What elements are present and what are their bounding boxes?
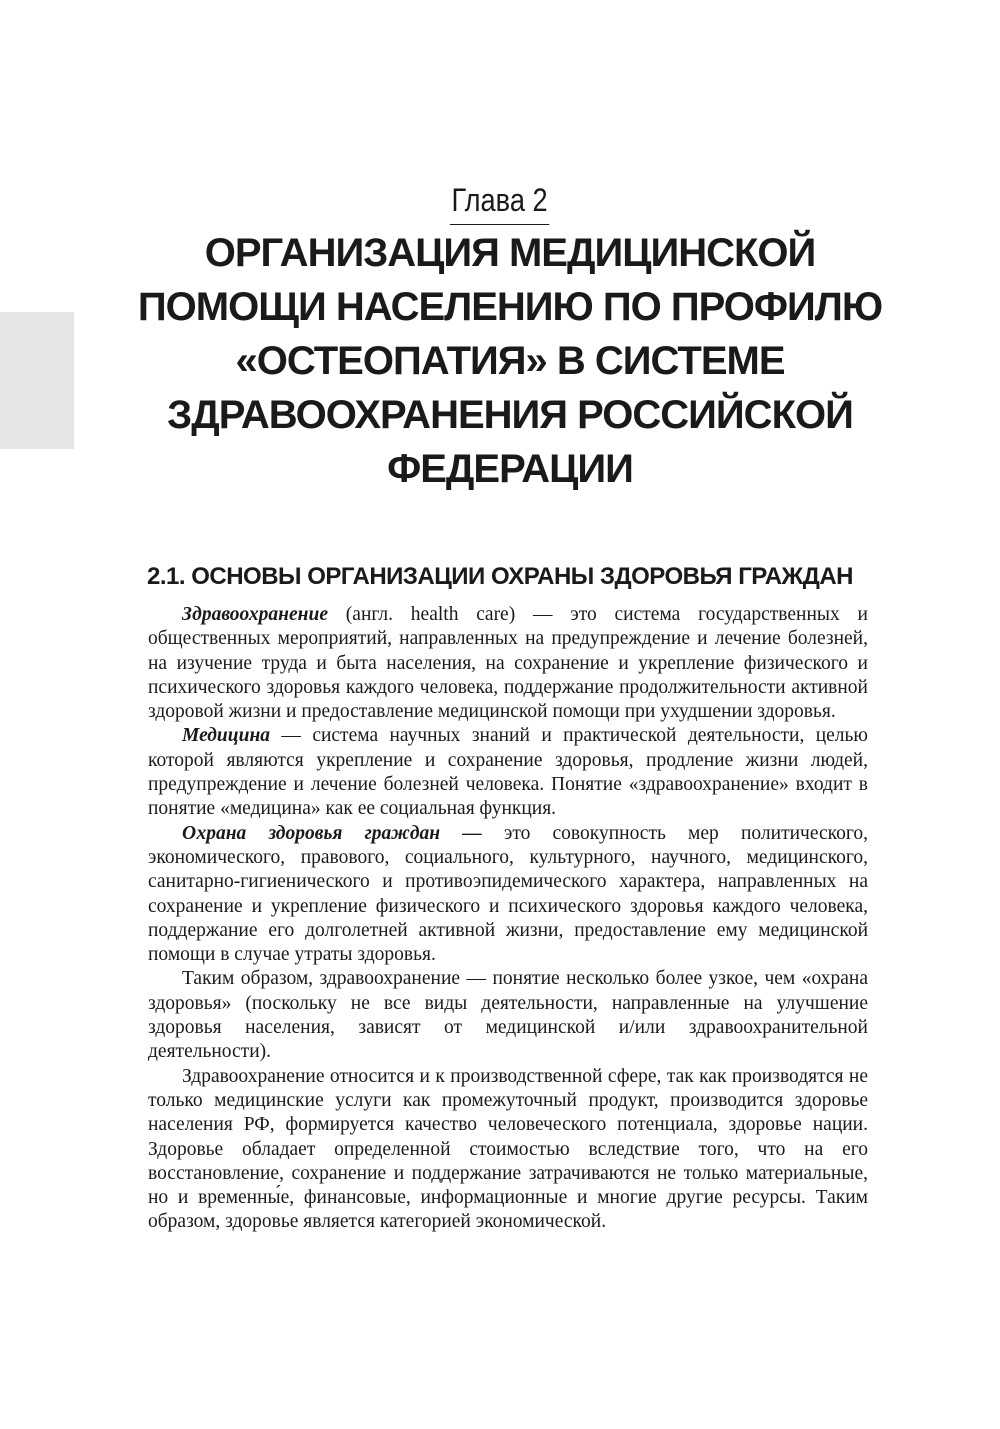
- paragraph-healthcare: [148, 603, 868, 724]
- paragraph-medicine: [148, 724, 868, 821]
- paragraph-text: Таким образом, здравоохранение — понятие несколько более узкое, чем «охрана здоровья» (поскольку не все виды деятельности, направленные на улучшение здоровья населения, зависят от медицинской и/или здравоохранительной деятельности).: [148, 968, 868, 1063]
- paragraph-text: Здравоохранение относится и к производственной сфере, так как производятся не только медицинские услуги как промежуточный продукт, производится здоровье населения РФ, формируется качество человеческого потенциала, здоровье нации. Здоровье обладает определенной стоимостью вследствие того, что на его восстановление, сохранение и поддержание затрачиваются не только материальные, но и временны́е, финансовые, информационные и многие другие ресурсы. Таким образом, здоровье является категорией экономической.: [148, 1065, 868, 1233]
- paragraph-conclusion: [148, 967, 868, 1064]
- paragraph-text: (англ. health care) — это система государственных и общественных мероприятий, направленных на предупреждение и лечение болезней, на изучение труда и быта населения, на сохранение и укрепление физического и психического здоровья каждого человека, поддержание продолжительности активной здоровой жизни и предоставление медицинской помощи при ухудшении здоровья.: [148, 604, 868, 723]
- chapter-title: ОРГАНИЗАЦИЯ МЕДИЦИНСКОЙ ПОМОЩИ НАСЕЛЕНИЮ ПО ПРОФИЛЮ «ОСТЕОПАТИЯ» В СИСТЕМЕ ЗДРАВООХРАНЕНИЯ РОССИЙСКОЙ ФЕДЕРАЦИИ: [137, 231, 883, 491]
- term-healthcare: Здравоохранение: [182, 604, 328, 625]
- term-health-protection: Охрана здоровья граждан —: [182, 822, 482, 844]
- side-thumb-tab: [0, 312, 74, 449]
- body-text: [148, 603, 868, 1235]
- chapter-label: [0, 180, 1000, 225]
- paragraph-text: — система научных знаний и практической деятельности, целью которой являются укрепление и сохранение здоровья, продление жизни людей, предупреждение и лечение болезней человека. Понятие «здравоохранение» входит в понятие «медицина» как ее социальная функция.: [148, 725, 868, 820]
- paragraph-production-sphere: [148, 1065, 868, 1235]
- term-medicine: Медицина: [182, 725, 271, 747]
- paragraph-health-protection: [148, 822, 868, 968]
- chapter-label-text: Глава 2: [450, 180, 550, 225]
- section-title: 2.1. ОСНОВЫ ОРГАНИЗАЦИИ ОХРАНЫ ЗДОРОВЬЯ ГРАЖДАН: [147, 563, 853, 590]
- paragraph-text: это совокупность мер политического, экономического, правового, социального, культурного, научного, медицинского, санитарно-гигиенического и противоэпидемического характера, направленных на сохранение и укрепление физического и психического здоровья каждого человека, поддержание его долголетней активной жизни, предоставление ему медицинской помощи в случае утраты здоровья.: [148, 822, 868, 966]
